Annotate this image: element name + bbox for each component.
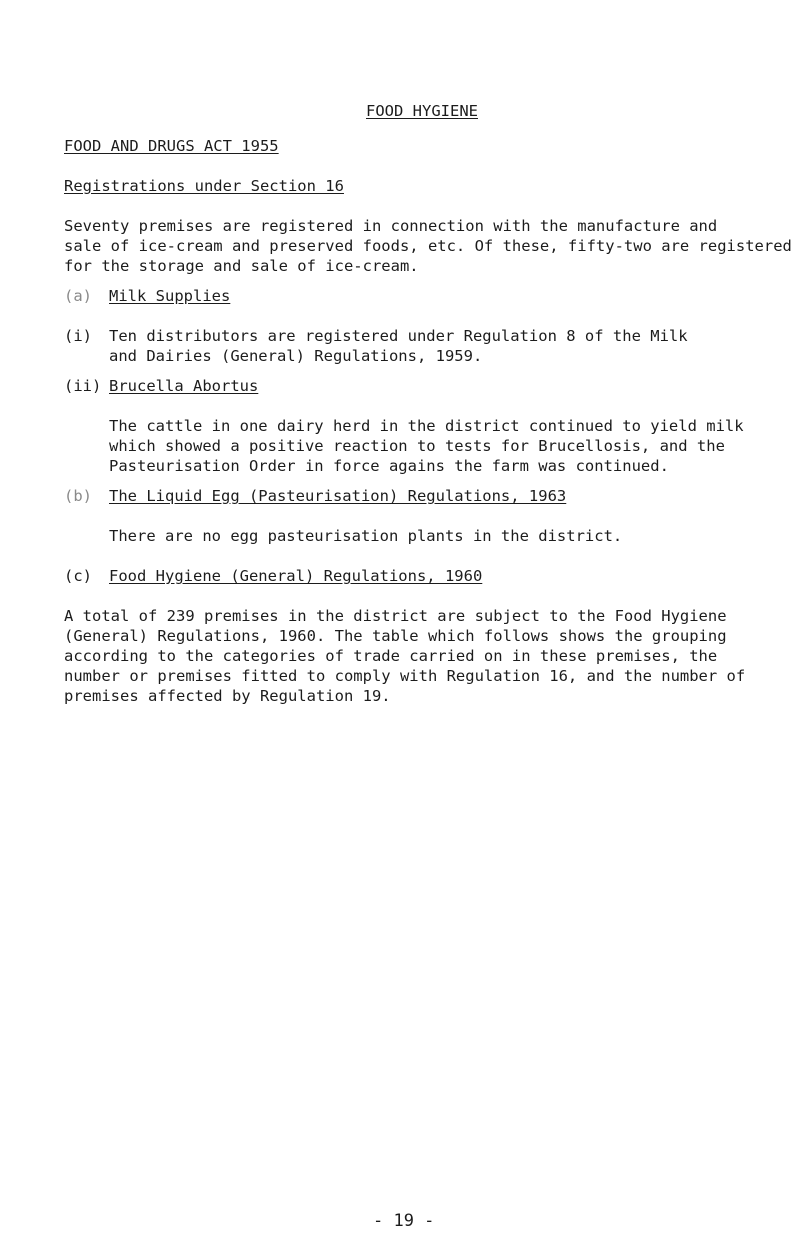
paragraph-line: which showed a positive reaction to tests for Brucellosis, and the (109, 437, 725, 455)
paragraph-line: sale of ice-cream and preserved foods, etc. Of these, fifty-two are registered (64, 237, 792, 255)
item-marker: (i) (64, 327, 92, 345)
section-marker: (b) (64, 487, 92, 505)
milk-distributors-paragraph (109, 326, 688, 366)
paragraph-line: number or premises fitted to comply with Regulation 16, and the number of (64, 667, 746, 685)
food-hygiene-heading: Food Hygiene (General) Regulations, 1960 (109, 567, 483, 585)
paragraph-line: Ten distributors are registered under Regulation 8 of the Milk (109, 327, 688, 345)
paragraph-line: A total of 239 premises in the district are subject to the Food Hygiene (64, 607, 727, 625)
registrations-heading: Registrations under Section 16 (64, 177, 344, 195)
liquid-egg-heading: The Liquid Egg (Pasteurisation) Regulations, 1963 (109, 487, 567, 505)
section-marker: (c) (64, 567, 92, 585)
milk-supplies-heading: Milk Supplies (109, 287, 231, 305)
brucella-heading: Brucella Abortus (109, 377, 259, 395)
section-marker: (a) (64, 287, 92, 305)
registrations-paragraph (64, 216, 792, 276)
paragraph-line: The cattle in one dairy herd in the district continued to yield milk (109, 417, 744, 435)
paragraph-line: Seventy premises are registered in connection with the manufacture and (64, 217, 718, 235)
paragraph-line: according to the categories of trade carried on in these premises, the (64, 647, 718, 665)
act-heading: FOOD AND DRUGS ACT 1955 (64, 137, 279, 155)
paragraph-line: premises affected by Regulation 19. (64, 687, 391, 705)
page-number: - 19 - (373, 1211, 435, 1231)
page-title: FOOD HYGIENE (366, 102, 478, 120)
paragraph-line: and Dairies (General) Regulations, 1959. (109, 347, 483, 365)
item-marker: (ii) (64, 377, 102, 395)
paragraph-line: Pasteurisation Order in force agains the farm was continued. (109, 457, 669, 475)
paragraph-line: for the storage and sale of ice-cream. (64, 257, 419, 275)
egg-paragraph: There are no egg pasteurisation plants in the district. (109, 527, 623, 545)
paragraph-line: (General) Regulations, 1960. The table which follows shows the grouping (64, 627, 727, 645)
brucella-paragraph (109, 416, 744, 476)
food-hygiene-paragraph (64, 606, 745, 706)
